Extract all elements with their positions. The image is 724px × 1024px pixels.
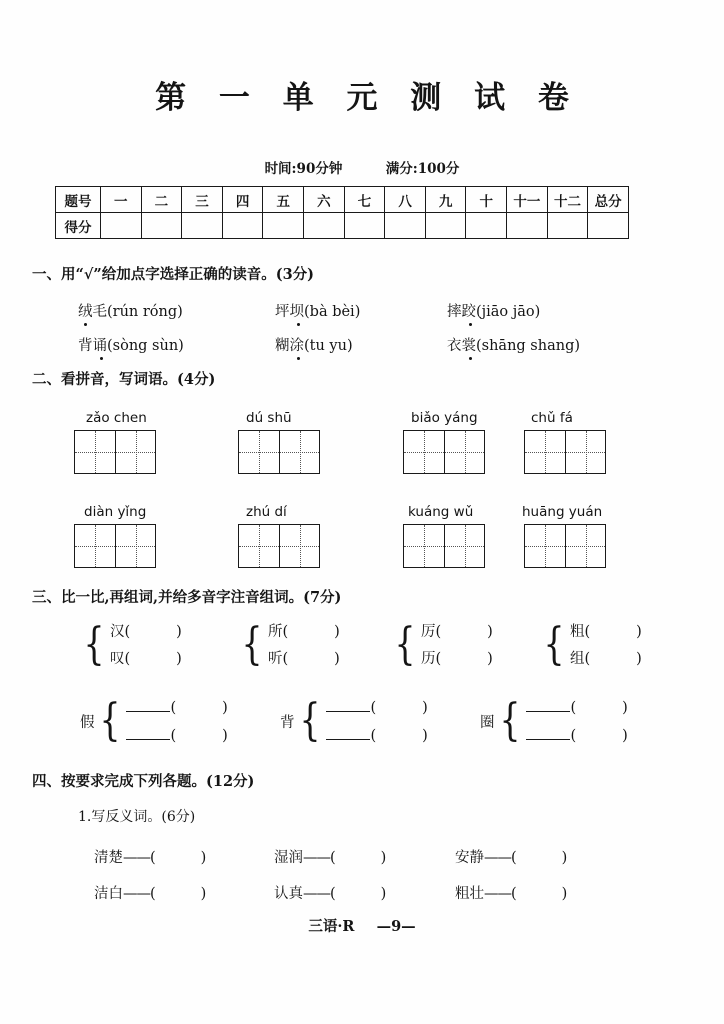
antonym-dash-6: ——( [484,886,516,902]
antonym-close-6: ) [561,886,568,902]
writing-grid-5[interactable] [74,524,156,568]
phonetic-word-4: 背诵 [78,334,107,355]
section-3-heading: 三、比一比,再组词,并给多音字注音组词。(7分) [32,589,342,606]
score-table-col-11: 十一 [507,187,548,213]
phonetic-options-1[interactable]: (rún róng) [107,304,183,320]
section-2-heading: 二、看拼音，写词语。(4分) [32,371,216,388]
antonym-close-5: ) [380,886,387,902]
phonetic-item-2 [275,300,360,321]
pinyin-label-2: dú shū [246,410,292,426]
word-pair-rows [268,625,340,666]
pinyin-label-4: chǔ fá [531,410,573,426]
grid-cell[interactable] [115,525,155,567]
word-pair-rows [421,625,493,666]
polyphonic-char-1: 假 [80,715,95,731]
brace-icon: { [499,695,520,747]
polyphonic-row-bottom[interactable]: ( ) [326,728,428,744]
page-footer [0,915,724,936]
score-table-col-9: 九 [425,187,466,213]
antonym-item-5[interactable] [274,882,386,903]
word-pair-group-2 [238,619,340,671]
exam-meta [0,157,724,177]
antonym-item-2[interactable] [274,846,386,867]
antonym-close-1: ) [200,850,207,866]
antonym-dash-2: ——( [303,850,335,866]
score-table-row-label-score: 得分 [56,213,101,239]
phonetic-item-6 [447,334,580,355]
antonym-item-4[interactable] [94,882,206,903]
pinyin-label-6: zhú dí [246,504,287,520]
writing-grid-2[interactable] [238,430,320,474]
score-table-col-1: 一 [101,187,142,213]
grid-cell[interactable] [404,525,444,567]
phonetic-item-3 [447,300,540,321]
antonym-item-6[interactable] [455,882,567,903]
grid-cell[interactable] [279,431,319,473]
score-cell-10[interactable] [466,213,507,239]
writing-grid-1[interactable] [74,430,156,474]
word-pair-row-top[interactable]: 汉( ) [110,624,182,640]
phonetic-item-4 [78,334,184,355]
score-cell-8[interactable] [385,213,426,239]
pinyin-label-3: biǎo yáng [411,410,478,426]
grid-cell[interactable] [404,431,444,473]
grid-cell[interactable] [279,525,319,567]
score-cell-1[interactable] [101,213,142,239]
writing-grid-3[interactable] [403,430,485,474]
time-limit-label: 时间:90分钟 [264,161,343,177]
word-pair-row-top[interactable]: 厉( ) [421,624,493,640]
score-table-col-4: 四 [222,187,263,213]
score-table-col-6: 六 [304,187,345,213]
brace-icon: { [99,695,120,747]
score-cell-12[interactable] [547,213,588,239]
polyphonic-rows [526,700,628,743]
polyphonic-row-top[interactable]: ( ) [126,700,228,716]
pinyin-label-8: huāng yuán [522,504,603,520]
polyphonic-group-3 [480,695,628,747]
score-table-header-row [56,187,629,213]
phonetic-word-5: 糊涂 [275,334,304,355]
phonetic-options-4[interactable]: (sòng sùn) [107,338,184,354]
section-4-heading: 四、按要求完成下列各题。(12分) [32,773,255,790]
phonetic-options-6[interactable]: (shāng shang) [476,338,581,354]
grid-cell[interactable] [565,431,605,473]
brace-icon: { [299,695,320,747]
grid-cell[interactable] [444,431,484,473]
score-table-col-3: 三 [182,187,223,213]
phonetic-word-3: 摔跤 [447,300,476,321]
pinyin-label-1: zǎo chen [86,410,147,426]
antonym-dash-4: ——( [123,886,155,902]
brace-icon: { [83,619,105,671]
word-pair-row-bottom[interactable]: 叹( ) [110,650,182,667]
phonetic-item-5 [275,334,353,355]
polyphonic-group-1 [80,695,228,747]
footer-subject-label: 三语·R [308,918,355,935]
grid-cell[interactable] [565,525,605,567]
grid-cell[interactable] [75,525,115,567]
score-cell-4[interactable] [222,213,263,239]
word-pair-rows [110,625,182,666]
antonym-word-4: 洁白 [94,886,123,902]
score-table [55,186,629,239]
score-cell-7[interactable] [344,213,385,239]
brace-icon: { [394,619,416,671]
brace-icon: { [241,619,263,671]
antonym-dash-5: ——( [303,886,335,902]
score-cell-11[interactable] [507,213,548,239]
word-pair-group-3 [391,619,493,671]
antonym-word-6: 粗壮 [455,886,484,902]
antonym-dash-3: ——( [484,850,516,866]
grid-cell[interactable] [239,431,279,473]
word-pair-group-4 [540,619,642,671]
phonetic-word-1: 绒毛 [78,300,107,321]
phonetic-word-2: 坪坝 [275,300,304,321]
polyphonic-row-bottom[interactable]: ( ) [126,728,228,744]
antonym-close-4: ) [200,886,207,902]
section-4-sub-heading: 1.写反义词。(6分) [78,809,196,825]
pinyin-label-5: diàn yǐng [84,504,147,520]
score-table-col-5: 五 [263,187,304,213]
phonetic-options-3[interactable]: (jiāo jāo) [476,304,541,320]
brace-icon: { [543,619,565,671]
phonetic-word-6: 衣裳 [447,334,476,355]
polyphonic-rows [126,700,228,743]
score-cell-3[interactable] [182,213,223,239]
antonym-word-3: 安静 [455,850,484,866]
grid-cell[interactable] [239,525,279,567]
antonym-word-1: 清楚 [94,850,123,866]
writing-grid-4[interactable] [524,430,606,474]
pinyin-label-7: kuáng wǔ [408,504,474,520]
grid-cell[interactable] [525,525,565,567]
phonetic-item-1 [78,300,183,321]
score-cell-6[interactable] [304,213,345,239]
grid-cell[interactable] [444,525,484,567]
word-pair-row-top[interactable]: 粗( ) [570,624,642,640]
section-1-heading: 一、用“√”给加点字选择正确的读音。(3分) [32,266,315,283]
antonym-word-5: 认真 [274,886,303,902]
footer-page-number: —9— [376,918,416,935]
antonym-word-2: 湿润 [274,850,303,866]
score-cell-9[interactable] [425,213,466,239]
polyphonic-row-top[interactable]: ( ) [326,700,428,716]
word-pair-row-bottom[interactable]: 听( ) [268,650,340,667]
polyphonic-char-3: 圈 [480,715,495,731]
word-pair-group-1 [80,619,182,671]
antonym-item-3[interactable] [455,846,567,867]
writing-grid-8[interactable] [524,524,606,568]
antonym-dash-1: ——( [123,850,155,866]
grid-cell[interactable] [75,431,115,473]
score-cell-2[interactable] [141,213,182,239]
score-table-row-label-number: 题号 [56,187,101,213]
word-pair-row-bottom[interactable]: 历( ) [421,650,493,667]
score-cell-total[interactable] [588,213,629,239]
score-table-col-7: 七 [344,187,385,213]
phonetic-options-2[interactable]: (bà bèi) [304,304,361,320]
score-table-col-total: 总分 [588,187,629,213]
polyphonic-group-2 [280,695,428,747]
grid-cell[interactable] [115,431,155,473]
score-table-col-10: 十 [466,187,507,213]
writing-grid-6[interactable] [238,524,320,568]
grid-cell[interactable] [525,431,565,473]
polyphonic-row-bottom[interactable]: ( ) [526,728,628,744]
polyphonic-row-top[interactable]: ( ) [526,700,628,716]
phonetic-options-5[interactable]: (tu yu) [304,338,353,354]
score-table-col-12: 十二 [547,187,588,213]
total-score-label: 满分:100分 [385,161,460,177]
writing-grid-7[interactable] [403,524,485,568]
polyphonic-rows [326,700,428,743]
page-title: 第 一 单 元 测 试 卷 [155,80,580,116]
score-table-score-row [56,213,629,239]
word-pair-row-top[interactable]: 所( ) [268,624,340,640]
word-pair-row-bottom[interactable]: 组( ) [570,650,642,667]
word-pair-rows [570,625,642,666]
polyphonic-char-2: 背 [280,715,295,731]
antonym-close-2: ) [380,850,387,866]
antonym-item-1[interactable] [94,846,206,867]
score-table-col-8: 八 [385,187,426,213]
antonym-close-3: ) [561,850,568,866]
score-cell-5[interactable] [263,213,304,239]
score-table-col-2: 二 [141,187,182,213]
